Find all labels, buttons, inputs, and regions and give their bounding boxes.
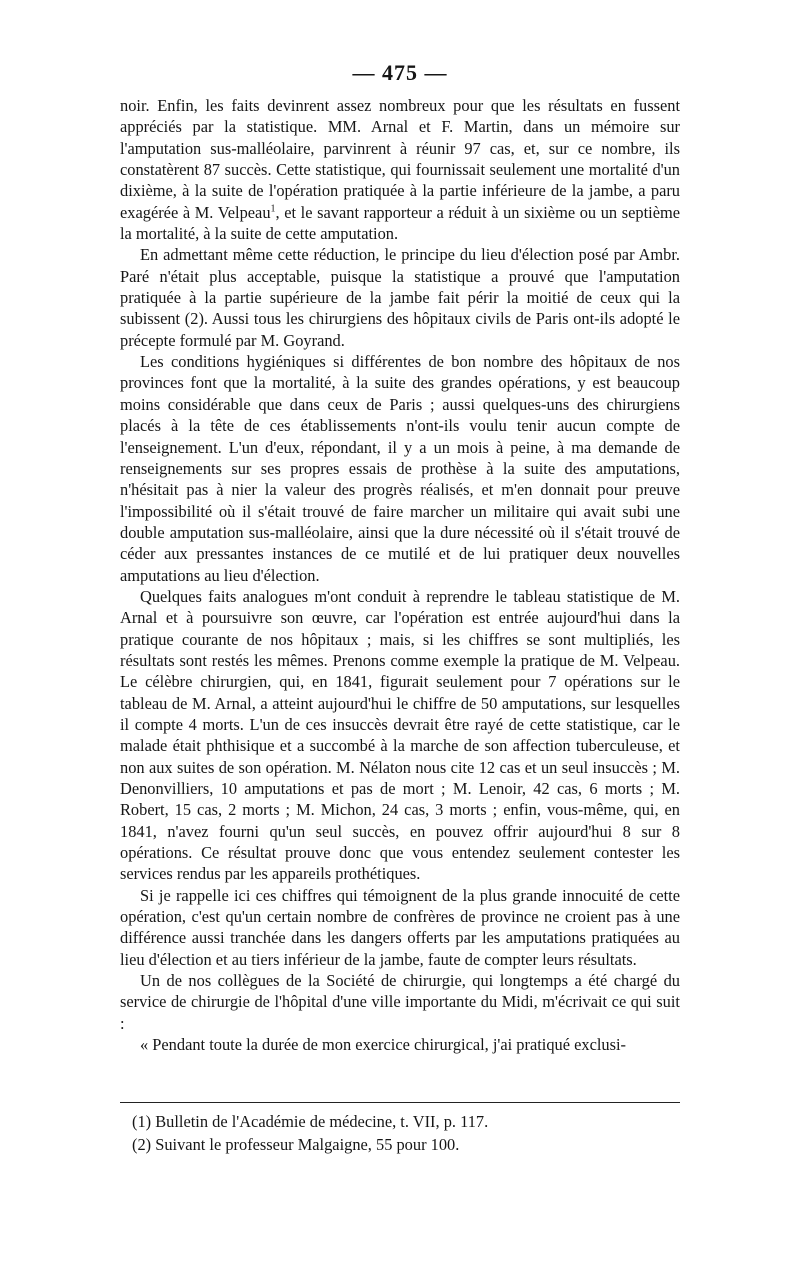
paragraph-7: « Pendant toute la durée de mon exercice chirurgical, j'ai pratiqué exclusi- [140, 1035, 626, 1055]
footnote-2-text: Suivant le professeur Malgaigne, 55 pour 100. [155, 1135, 460, 1154]
paragraph-1 [120, 95, 680, 244]
paragraph-4: Quelques faits analogues m'ont conduit à reprendre le tableau statistique de M. Arnal et à poursuivre son œuvre, car l'opération est entrée aujourd'hui dans la pratique courante de nos hôpitaux ; mais, si les chiffres se sont multipliés, les résultats sont restés les mêmes. Prenons comme exemple la pratique de M. Velpeau. Le célèbre chirurgien, qui, en 1841, figurait seulement pour 7 opérations sur le tableau de M. Arnal, a atteint aujourd'hui le chiffre de 50 amputations, sur lesquelles il compte 4 morts. L'un de ces insuccès devrait être rayé de cette statistique, car le malade était phthisique et a succombé à la marche de son affection tuberculeuse, et non aux suites de son opération. M. Nélaton nous cite 12 cas et un seul insuccès ; M. Denonvilliers, 10 amputations et pas de mort ; M. Lenoir, 42 cas, 6 morts ; M. Robert, 15 cas, 2 morts ; M. Michon, 24 cas, 3 morts ; enfin, vous-même, qui, en 1841, n'avez fourni qu'un seul succès, en pouvez offrir aujourd'hui 8 sur 8 opérations. Ce résultat prouve donc que vous entendez seulement contester les services rendus par les appareils prothétiques. [120, 586, 680, 884]
paragraph-2-text: En admettant même cette réduction, le principe du lieu d'élection posé par Ambr. Paré n'était plus acceptable, puisque la statistique a prouvé que l'amputation pratiquée à la partie supérieure de la jambe fait périr la moitié de ceux qui la subissent [120, 245, 680, 329]
footnotes [132, 1110, 680, 1156]
body-text [120, 95, 680, 1055]
page-number: — 475 — [352, 60, 448, 85]
footnote-1 [132, 1110, 680, 1133]
paragraph-1-text: noir. Enfin, les faits devinrent assez nombreux pour que les résultats en fussent appréciés par la statistique. MM. Arnal et F. Martin, dans un mémoire sur l'amputation sus-malléolaire, parvinrent à réunir 97 cas, et, sur ce nombre, ils constatèrent 87 succès. Cette statistique, qui fournissait seulement une mortalité d'un dixième, à la suite de l'opération pratiquée à la partie inférieure de la jambe, a paru exagérée à M. Velpeau [120, 96, 680, 222]
footnote-1-mark: (1) [132, 1112, 152, 1131]
footnote-1-text: Bulletin de l'Académie de médecine, t. VII, p. 117. [155, 1112, 489, 1131]
footnote-ref-2: (2) [184, 309, 204, 329]
paragraph-6: Un de nos collègues de la Société de chirurgie, qui longtemps a été chargé du service de chirurgie de l'hôpital d'une ville importante du Midi, m'écrivait ce qui suit : [120, 971, 680, 1033]
footnote-divider [120, 1102, 680, 1103]
paragraph-3: Les conditions hygiéniques si différentes de bon nombre des hôpitaux de nos provinces font que la mortalité, à la suite des grandes opérations, y est beaucoup moins considérable que dans ceux de Paris ; aussi quelques-uns des chirurgiens placés à la tête de ces établissements n'ont-ils voulu tenir aucun compte de l'enseignement. L'un d'eux, répondant, il y a un mois à peine, à ma demande de renseignements sur ses propres essais de prothèse à la suite des amputations, n'hésitait pas à nier la valeur des progrès réalisés, et m'en donnait pour preuve l'impossibilité où il s'était trouvé de faire marcher un militaire qui avait subi une double amputation sus-malléolaire, ainsi que la dure nécessité où il s'était trouvé de céder aux pressantes instances de ce mutilé et de lui pratiquer deux nouvelles amputations au lieu d'élection. [120, 352, 680, 585]
paragraph-5: Si je rappelle ici ces chiffres qui témoignent de la plus grande innocuité de cette opération, c'est qu'un certain nombre de confrères de province ne croient pas à une différence aussi tranchée dans les dangers offerts par les amputations pratiquées au lieu d'élection et au tiers inférieur de la jambe, faute de compter leurs résultats. [120, 885, 680, 969]
paragraph-1-text-after: , et le savant rapporteur a réduit à un sixième ou un septième la mortalité, à la suite de cette amputation. [120, 202, 680, 244]
footnote-2 [132, 1133, 680, 1156]
paragraph-2 [120, 244, 680, 351]
paragraph-2-text-after: . Aussi tous les chirurgiens des hôpitaux civils de Paris ont-ils adopté le précepte formulé par M. Goyrand. [120, 309, 680, 350]
footnote-2-mark: (2) [132, 1135, 152, 1154]
footnote-ref-1: 1 [270, 203, 276, 215]
